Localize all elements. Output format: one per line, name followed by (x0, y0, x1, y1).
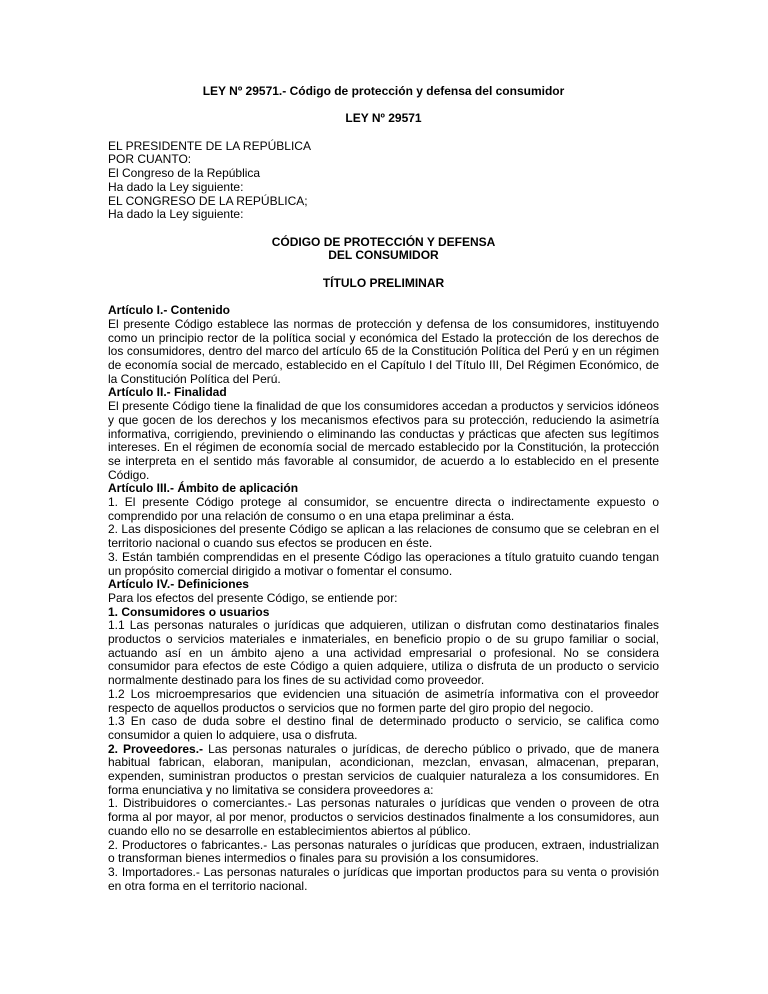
article-3-item-1: 1. El presente Código protege al consumidor, se encuentre directa o indirectamente expuesto o comprendido por una relación de consumo o en una etapa preliminar a ésta. (108, 495, 659, 523)
preamble-line-congreso-upper: EL CONGRESO DE LA REPÚBLICA; (108, 193, 308, 208)
preamble-line-president: EL PRESIDENTE DE LA REPÚBLICA (108, 138, 311, 153)
provider-type-distribuidores: 1. Distribuidores o comerciantes.- Las personas naturales o jurídicas que venden o proveen de otra forma al por mayor, al por menor, productos o servicios destinados finalmente a los consumidores, aun cuando ello no se desarrolle en establecimientos abiertos al público. (108, 796, 659, 838)
preamble-line-ha-dado-2: Ha dado la Ley siguiente: (108, 207, 244, 222)
document-content (108, 85, 659, 893)
definition-providers-body: Las personas naturales o jurídicas, de derecho público o privado, que de manera habitual fabrican, elaboran, manipulan, acondicionan, mezclan, envasan, almacenan, preparan, expenden, suministran productos o prestan servicios de cualquier naturaleza a los consumidores. En forma enunciativa y no limitativa se considera proveedores a: (108, 741, 659, 797)
preamble-line-congreso: El Congreso de la República (108, 166, 261, 181)
article-1-body: El presente Código establece las normas de protección y defensa de los consumidores, instituyendo como un principio rector de la política social y económica del Estado la protección de los derechos de los consumidores, dentro del marco del artículo 65 de la Constitución Política del Perú y en un régimen de economía social de mercado, establecido en el Capítulo I del Título III, Del Régimen Económico, de la Constitución Política del Perú. (108, 316, 659, 386)
preamble (108, 140, 659, 222)
definition-consumers-item-1-2: 1.2 Los microempresarios que evidencien una situación de asimetría informativa con el proveedor respecto de aquellos productos o servicios que no formen parte del giro propio del negocio. (108, 686, 659, 715)
law-number: LEY Nº 29571 (345, 111, 422, 126)
article-2-heading: Artículo II.- Finalidad (108, 385, 227, 400)
code-title (108, 236, 659, 263)
provider-type-productores: 2. Productores o fabricantes.- Las personas naturales o jurídicas que producen, extraen, industrializan o transforman bienes intermedios o finales para su provisión a los consumidores. (108, 837, 659, 866)
definition-providers-lead: 2. Proveedores.- (108, 741, 204, 756)
law-title: LEY Nº 29571.- Código de protección y defensa del consumidor (202, 84, 565, 98)
definition-consumers-heading: 1. Consumidores o usuarios (108, 604, 270, 619)
article-4-heading: Artículo IV.- Definiciones (108, 577, 249, 592)
article-3-item-3: 3. Están también comprendidas en el presente Código las operaciones a título gratuito cuando tengan un propósito comercial dirigido a motivar o fomentar el consumo. (108, 549, 659, 578)
article-4-intro: Para los efectos del presente Código, se entiende por: (108, 590, 398, 605)
preliminary-title: TÍTULO PRELIMINAR (322, 275, 445, 290)
article-1-heading: Artículo I.- Contenido (108, 303, 230, 318)
article-3-heading: Artículo III.- Ámbito de aplicación (108, 481, 299, 496)
preamble-line-por-cuanto: POR CUANTO: (108, 152, 192, 167)
definition-providers-paragraph (108, 743, 659, 798)
code-title-line1: CÓDIGO DE PROTECCIÓN Y DEFENSA (271, 234, 496, 249)
article-2-body: El presente Código tiene la finalidad de que los consumidores accedan a productos y servicios idóneos y que gocen de los derechos y los mecanismos efectivos para su protección, reduciendo la asimetría informativa, corrigiendo, previniendo o eliminando las conductas y prácticas que afecten sus legítimos intereses. En el régimen de economía social de mercado establecido por la Constitución, la protección se interpreta en el sentido más favorable al consumidor, de acuerdo a lo establecido en el presente Código. (108, 399, 659, 482)
provider-type-importadores: 3. Importadores.- Las personas naturales o jurídicas que importan productos para su venta o provisión en otra forma en el territorio nacional. (108, 865, 659, 893)
code-title-line2: DEL CONSUMIDOR (328, 248, 439, 263)
definition-consumers-item-1-1: 1.1 Las personas naturales o jurídicas que adquieren, utilizan o disfrutan como destinatarios finales productos o servicios materiales e inmateriales, en beneficio propio o de su grupo familiar o social, actuando así en un ámbito ajeno a una actividad empresarial o profesional. No se considera consumidor para efectos de este Código a quien adquiere, utiliza o disfruta de un producto o servicio normalmente destinado para los fines de su actividad como proveedor. (108, 618, 659, 688)
preamble-line-ha-dado-1: Ha dado la Ley siguiente: (108, 179, 244, 194)
article-3-item-2: 2. Las disposiciones del presente Código se aplican a las relaciones de consumo que se celebran en el territorio nacional o cuando sus efectos se producen en éste. (108, 522, 659, 551)
definition-consumers-item-1-3: 1.3 En caso de duda sobre el destino final de determinado producto o servicio, se califica como consumidor a quien lo adquiere, usa o disfruta. (108, 714, 659, 742)
